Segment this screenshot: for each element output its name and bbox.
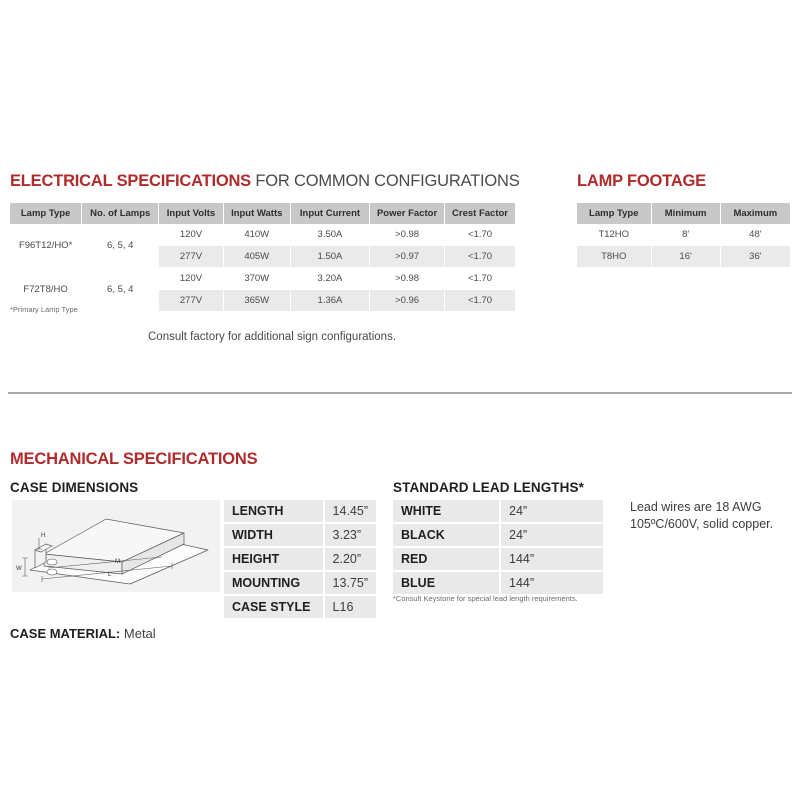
cell-crest-factor: <1.70 [445,246,515,268]
cell-lamp-type: T12HO [577,224,651,246]
cell-input-volts: 277V [159,246,223,268]
table-row [393,523,603,547]
cell-input-watts: 370W [223,268,290,290]
column-header-input-current: Input Current [290,203,369,224]
electrical-heading-secondary: FOR COMMON CONFIGURATIONS [255,172,520,190]
table-row [224,500,376,523]
drawing-label-l: L [108,572,112,578]
drawing-label-h: H [41,533,46,539]
cell-crest-factor: <1.70 [445,268,515,290]
case-dimension-label: CASE STYLE [224,595,324,618]
cell-input-current: 1.50A [290,246,369,268]
column-header-input-volts: Input Volts [159,203,223,224]
section-divider [8,392,792,394]
case-material-line [10,626,156,641]
standard-lead-lengths-heading: STANDARD LEAD LENGTHS* [393,480,584,495]
table-row [10,268,515,290]
lead-lengths-footnote: *Consult Keystone for special lead length requirements. [393,594,578,603]
cell-input-watts: 365W [223,290,290,312]
cell-input-current: 1.36A [290,290,369,312]
electrical-heading-primary: ELECTRICAL SPECIFICATIONS [10,172,251,190]
table-row [393,547,603,571]
table-row [10,224,515,246]
table-row [224,595,376,618]
cell-input-current: 3.50A [290,224,369,246]
table-header-row [577,203,790,224]
cell-maximum: 36' [720,246,790,268]
case-material-value: Metal [123,626,156,641]
cell-input-volts: 120V [159,224,223,246]
lead-length-value: 144” [500,571,603,594]
cell-crest-factor: <1.70 [445,290,515,312]
cell-no-of-lamps: 6, 5, 4 [82,268,159,312]
lead-wire-note-line-2: 105ºC/600V, solid copper. [630,516,774,531]
table-row [224,523,376,547]
column-header-crest-factor: Crest Factor [445,203,515,224]
lamp-footage-heading [577,172,706,191]
case-dimension-label: MOUNTING [224,571,324,595]
drawing-label-m: M [115,559,120,565]
cell-input-current: 3.20A [290,268,369,290]
table-header-row [10,203,515,224]
column-header-input-watts: Input Watts [223,203,290,224]
lead-wire-note-line-1: Lead wires are 18 AWG [630,500,762,514]
column-header-lamp-type: Lamp Type [10,203,82,224]
case-dimensions-drawing [12,500,220,592]
case-dimension-value: 2.20” [324,547,376,571]
lead-wire-note [630,499,773,533]
electrical-specifications-heading [10,172,520,191]
consult-factory-note: Consult factory for additional sign configurations. [148,331,397,343]
case-dimensions-table [224,500,376,618]
primary-lamp-type-footnote: *Primary Lamp Type [10,305,78,314]
cell-minimum: 8' [651,224,720,246]
cell-no-of-lamps: 6, 5, 4 [82,224,159,268]
column-header-power-factor: Power Factor [370,203,445,224]
cell-power-factor: >0.96 [370,290,445,312]
lead-length-label: BLACK [393,523,500,547]
cell-lamp-type: F72T8/HO [10,268,82,312]
lamp-footage-table [577,203,790,268]
cell-lamp-type: F96T12/HO* [10,224,82,268]
case-dimension-value: L16 [324,595,376,618]
mechanical-heading-text: MECHANICAL SPECIFICATIONS [10,450,258,468]
cell-crest-factor: <1.70 [445,224,515,246]
table-row [577,246,790,268]
cell-power-factor: >0.98 [370,268,445,290]
column-header-no-of-lamps: No. of Lamps [82,203,159,224]
cell-lamp-type: T8HO [577,246,651,268]
ballast-case-isometric-svg [12,500,220,592]
lead-length-label: BLUE [393,571,500,594]
case-dimension-value: 13.75” [324,571,376,595]
cell-power-factor: >0.98 [370,224,445,246]
lead-length-value: 24” [500,523,603,547]
table-row [393,571,603,594]
case-dimension-label: HEIGHT [224,547,324,571]
drawing-label-w: W [16,566,22,572]
case-material-label: CASE MATERIAL: [10,626,121,641]
cell-input-volts: 277V [159,290,223,312]
table-row [224,547,376,571]
cell-minimum: 16' [651,246,720,268]
cell-maximum: 48' [720,224,790,246]
column-header-maximum: Maximum [720,203,790,224]
lead-length-label: RED [393,547,500,571]
case-dimension-label: WIDTH [224,523,324,547]
standard-lead-lengths-table [393,500,603,594]
cell-input-volts: 120V [159,268,223,290]
lamp-footage-heading-text: LAMP FOOTAGE [577,172,706,190]
case-dimension-label: LENGTH [224,500,324,523]
electrical-specifications-table [10,203,515,312]
lead-length-value: 24” [500,500,603,523]
cell-power-factor: >0.97 [370,246,445,268]
lead-length-value: 144” [500,547,603,571]
case-dimension-value: 3.23” [324,523,376,547]
cell-input-watts: 405W [223,246,290,268]
mechanical-specifications-heading [10,450,257,469]
lead-length-label: WHITE [393,500,500,523]
table-row [224,571,376,595]
column-header-minimum: Minimum [651,203,720,224]
column-header-lamp-type: Lamp Type [577,203,651,224]
table-row [577,224,790,246]
table-row [393,500,603,523]
cell-input-watts: 410W [223,224,290,246]
case-dimension-value: 14.45” [324,500,376,523]
case-dimensions-heading: CASE DIMENSIONS [10,480,139,495]
